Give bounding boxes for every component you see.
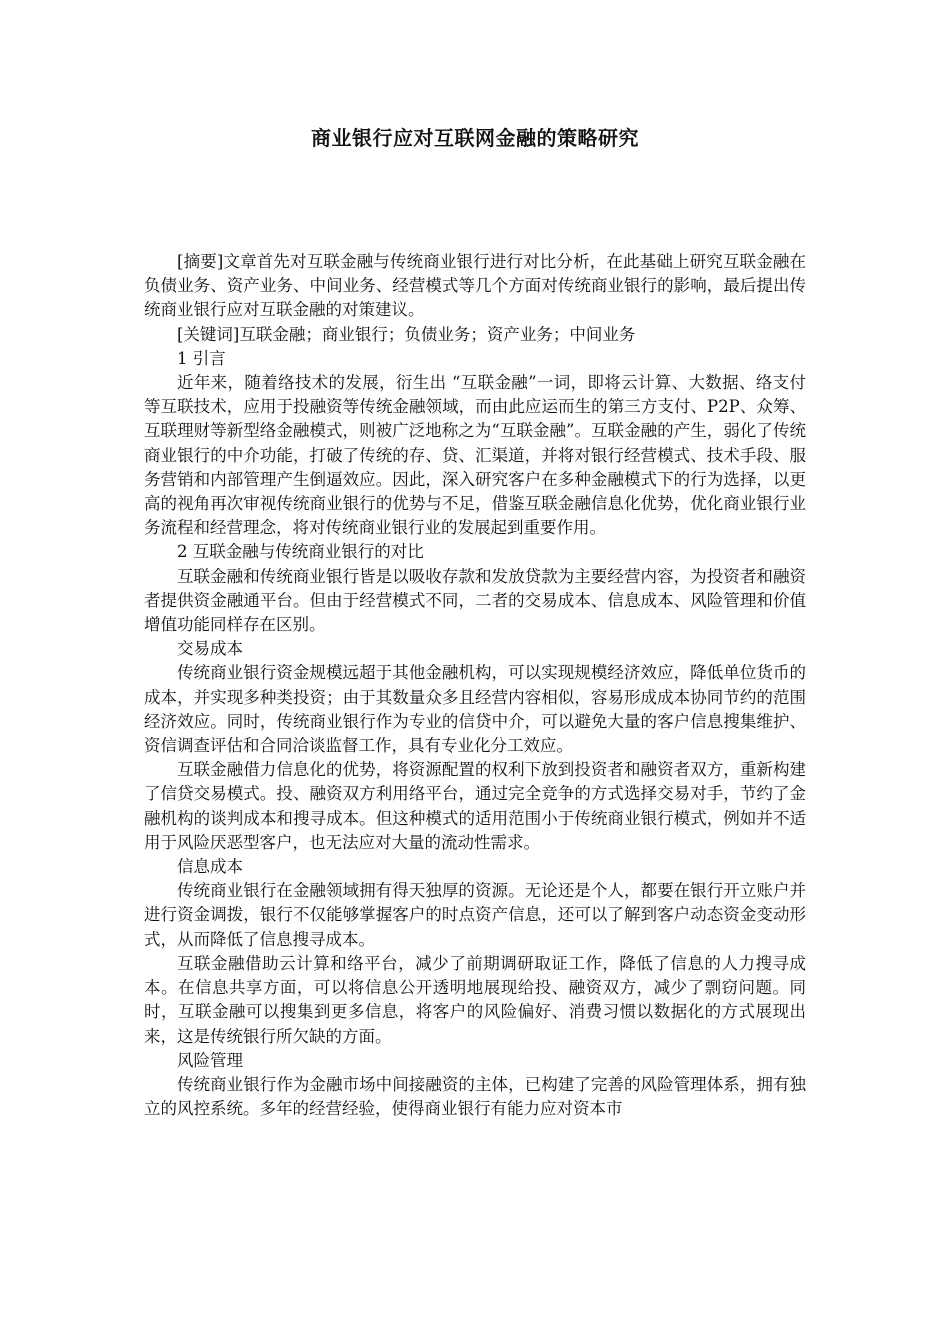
section-2-heading: 2 互联金融与传统商业银行的对比 xyxy=(177,542,424,562)
subsection-information-cost-heading: 信息成本 xyxy=(177,857,243,877)
section-1-paragraph: 近年来，随着络技术的发展，衍生出 “互联金融”一词，即将云计算、大数据、络支付等互联技术，应用于投融资等传统金融领域，而由此应运而生的第三方支付、P2P、众筹、互联理财等新型络金融模式，则被广泛地称之为“互联金融”。互联金融的产生，弱化了传统商业银行的中介功能，打破了传统的存、贷、汇渠道，并将对银行经营模式、技术手段、服务营销和内部管理产生倒逼效应。因此，深入研究客户在多种金融模式下的行为选择，以更高的视角再次审视传统商业银行的优势与不足，借鉴互联金融信息化优势，优化商业银行业务流程和经营理念，将对传统商业银行业的发展起到重要作用。 xyxy=(144,373,806,538)
document-title: 商业银行应对互联网金融的策略研究 xyxy=(311,126,639,150)
information-cost-paragraph-2: 互联金融借助云计算和络平台，减少了前期调研取证工作，降低了信息的人力搜寻成本。在信息共享方面，可以将信息公开透明地展现给投、融资双方，减少了剽窃问题。同时，互联金融可以搜集到更多信息，将客户的风险偏好、消费习惯以数据化的方式展现出来，这是传统银行所欠缺的方面。 xyxy=(144,953,806,1046)
risk-management-paragraph-1: 传统商业银行作为金融市场中间接融资的主体，已构建了完善的风险管理体系，拥有独立的风控系统。多年的经营经验，使得商业银行有能力应对资本市 xyxy=(144,1074,806,1119)
transaction-cost-paragraph-2: 互联金融借力信息化的优势，将资源配置的权利下放到投资者和融资者双方，重新构建了信贷交易模式。投、融资双方利用络平台，通过完全竞争的方式选择交易对手，节约了金融机构的谈判成本和搜寻成本。但这种模式的适用范围小于传统商业银行模式，例如并不适用于风险厌恶型客户，也无法应对大量的流动性需求。 xyxy=(144,760,806,852)
section-2-intro-paragraph: 互联金融和传统商业银行皆是以吸收存款和发放贷款为主要经营内容，为投资者和融资者提供资金融通平台。但由于经营模式不同，二者的交易成本、信息成本、风险管理和价值增值功能同样存在区别。 xyxy=(144,566,806,635)
section-1-heading: 1 引言 xyxy=(177,348,226,368)
abstract-paragraph: [摘要]文章首先对互联金融与传统商业银行进行对比分析，在此基础上研究互联金融在负债业务、资产业务、中间业务、经营模式等几个方面对传统商业银行的影响，最后提出传统商业银行应对互联金融的对策建议。 xyxy=(144,252,806,320)
transaction-cost-paragraph-1: 传统商业银行资金规模远超于其他金融机构，可以实现规模经济效应，降低单位货币的成本，并实现多种类投资；由于其数量众多且经营内容相似，容易形成成本协同节约的范围经济效应。同时，传统商业银行作为专业的信贷中介，可以避免大量的客户信息搜集维护、资信调查评估和合同洽谈监督工作，具有专业化分工效应。 xyxy=(144,663,806,756)
document-body xyxy=(144,250,806,1121)
keywords-line: [关键词]互联金融；商业银行；负债业务；资产业务；中间业务 xyxy=(177,324,636,344)
information-cost-paragraph-1: 传统商业银行在金融领域拥有得天独厚的资源。无论还是个人，都要在银行开立账户并进行资金调拨，银行不仅能够掌握客户的时点资产信息，还可以了解到客户动态资金变动形式，从而降低了信息搜寻成本。 xyxy=(144,881,806,949)
subsection-risk-management-heading: 风险管理 xyxy=(177,1050,243,1070)
subsection-transaction-cost-heading: 交易成本 xyxy=(177,639,243,659)
